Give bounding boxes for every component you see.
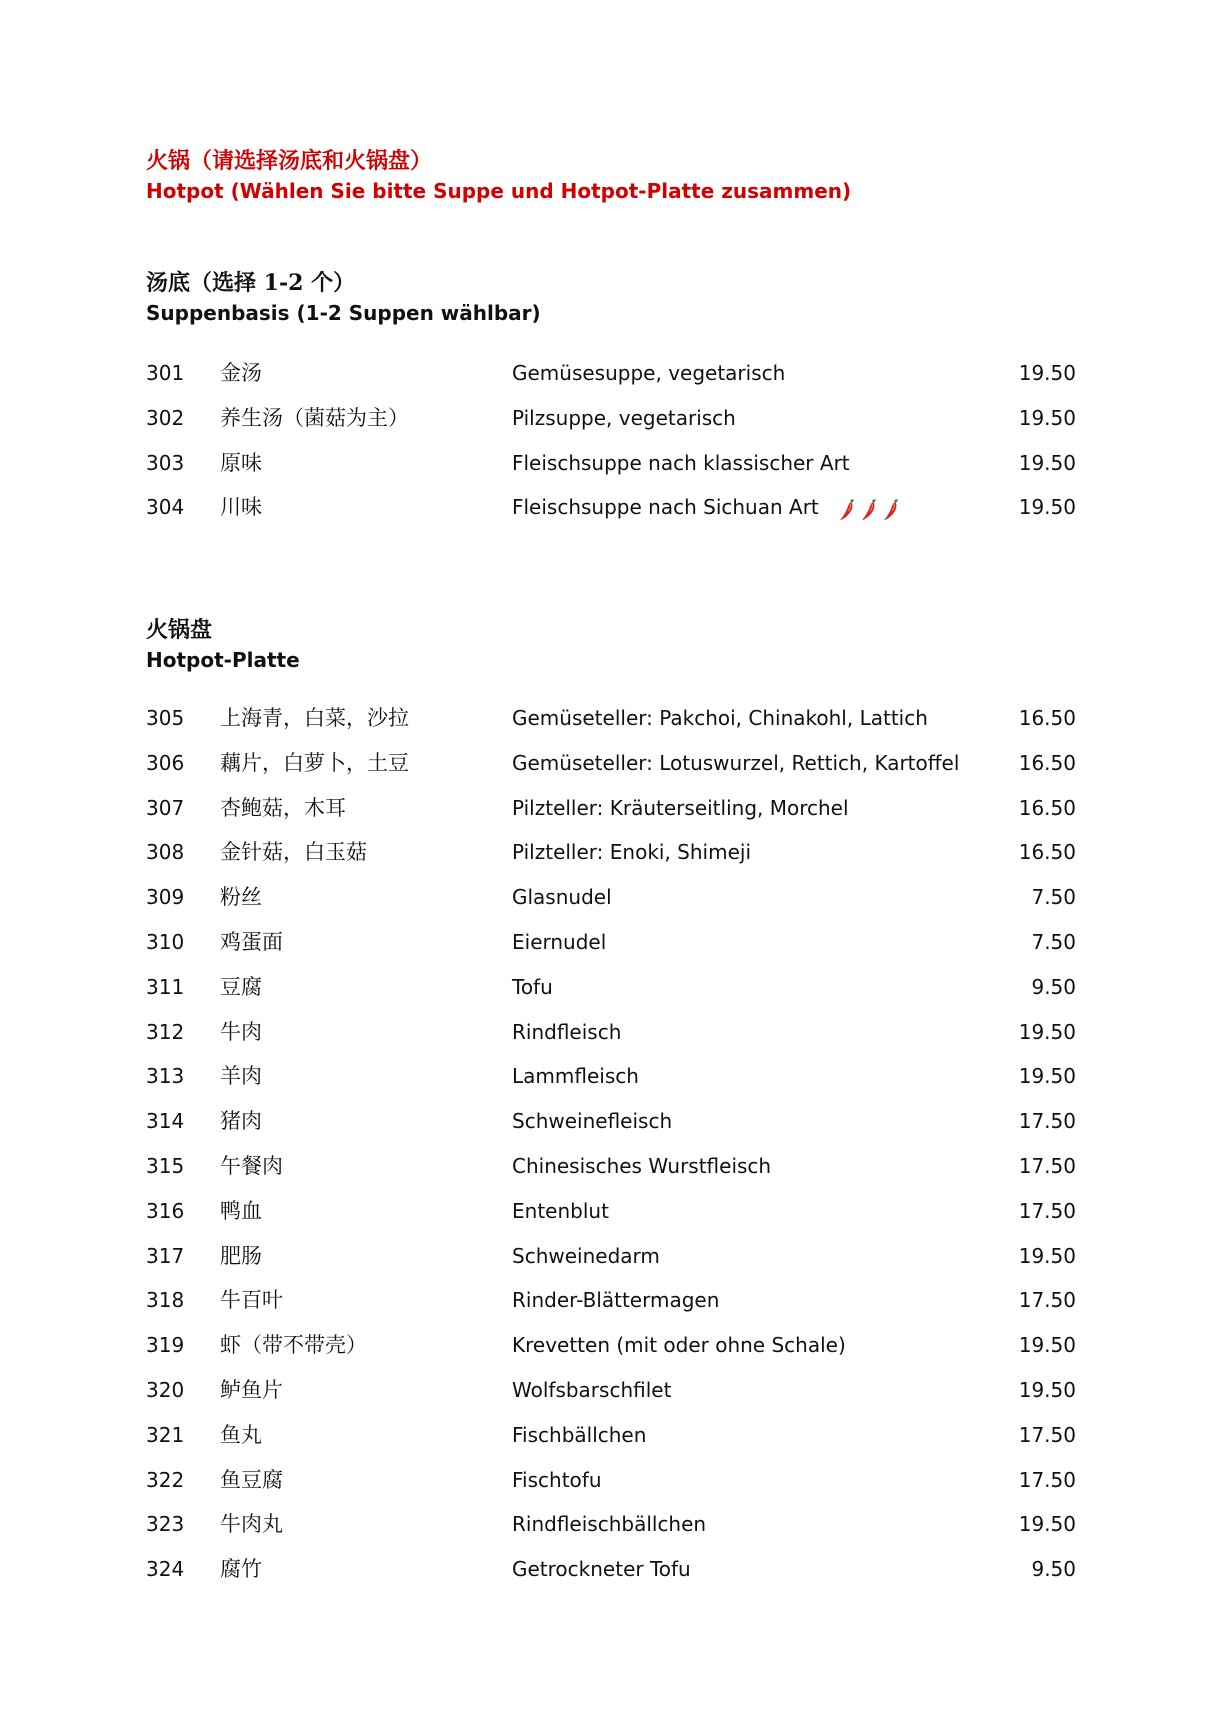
item-description-wrap: [512, 1509, 706, 1539]
plate-item-308: [146, 837, 1076, 882]
item-number: 319: [146, 1333, 185, 1358]
item-name-zh: 牛百叶: [220, 1288, 283, 1313]
item-name-zh: 养生汤（菌菇为主）: [220, 405, 409, 430]
plate-item-312: [146, 1017, 1076, 1062]
plate-item-324: [146, 1554, 1076, 1599]
item-name-zh: 原味: [220, 450, 262, 475]
item-number: 314: [146, 1109, 185, 1134]
item-name-zh: 杏鲍菇，木耳: [220, 795, 346, 820]
item-number: 305: [146, 706, 185, 730]
item-price: 19.50: [1018, 1377, 1076, 1402]
item-name-de: Fleischsuppe nach Sichuan Art: [512, 495, 819, 520]
item-description-wrap: [512, 1061, 639, 1091]
item-description-wrap: [512, 1241, 660, 1271]
item-number: 318: [146, 1288, 185, 1313]
item-price: 17.50: [1018, 1153, 1076, 1178]
item-price: 9.50: [1031, 974, 1076, 999]
plate-item-316: [146, 1196, 1076, 1241]
item-name-de: Chinesisches Wurstfleisch: [512, 1153, 772, 1178]
item-price: 17.50: [1018, 1422, 1076, 1447]
item-price: 19.50: [1018, 1064, 1076, 1089]
plate-item-313: [146, 1061, 1076, 1106]
soup-item-304: [146, 492, 1076, 537]
item-number: 316: [146, 1198, 185, 1223]
item-description-wrap: [512, 1554, 691, 1584]
item-name-zh: 金汤: [220, 361, 262, 385]
item-price: 16.50: [1018, 706, 1076, 730]
chili-pepper-icon: [859, 497, 881, 521]
item-number: 324: [146, 1557, 185, 1582]
item-price: 19.50: [1018, 495, 1076, 520]
item-name-de: Pilzsuppe, vegetarisch: [512, 405, 736, 430]
plate-item-311: [146, 972, 1076, 1017]
item-name-zh: 鱼豆腐: [220, 1467, 283, 1492]
item-description-wrap: [512, 972, 553, 1002]
item-name-zh: 鸭血: [220, 1198, 262, 1223]
menu-title-de: Hotpot (Wählen Sie bitte Suppe und Hotpot-Platte zusammen): [146, 179, 852, 203]
item-name-de: Wolfsbarschfilet: [512, 1377, 672, 1402]
item-name-de: Glasnudel: [512, 885, 612, 910]
item-name-zh: 鸡蛋面: [220, 929, 283, 954]
item-price: 9.50: [1031, 1557, 1076, 1582]
plate-item-319: [146, 1330, 1076, 1375]
item-description-wrap: [512, 927, 606, 957]
item-price: 16.50: [1018, 795, 1076, 820]
item-description-wrap: [512, 882, 612, 912]
item-number: 303: [146, 450, 185, 475]
item-name-de: Entenblut: [512, 1198, 609, 1223]
item-name-de: Eiernudel: [512, 929, 607, 954]
item-description-wrap: [512, 748, 959, 778]
item-price: 16.50: [1018, 750, 1076, 775]
item-number: 313: [146, 1064, 185, 1089]
item-price: 19.50: [1018, 361, 1076, 385]
plate-item-309: [146, 882, 1076, 927]
item-description-wrap: [512, 1420, 646, 1450]
item-description-wrap: [512, 1330, 846, 1360]
item-name-de: Schweinedarm: [512, 1243, 660, 1268]
item-name-de: Rindfleischbällchen: [512, 1512, 707, 1537]
plate-list: [146, 703, 1076, 1599]
plate-section-title-zh: 火锅盘: [146, 617, 213, 643]
item-name-de: Schweinefleisch: [512, 1109, 673, 1134]
plate-item-321: [146, 1420, 1076, 1465]
plate-section-title-de: Hotpot-Platte: [146, 648, 300, 672]
soup-item-302: [146, 403, 1076, 448]
item-price: 16.50: [1018, 840, 1076, 865]
chili-pepper-icon: [881, 497, 903, 521]
item-name-zh: 粉丝: [220, 885, 262, 910]
item-name-de: Fischbällchen: [512, 1422, 647, 1447]
item-description-wrap: [512, 1017, 621, 1047]
item-description-wrap: [512, 1151, 771, 1181]
item-price: 19.50: [1018, 1243, 1076, 1268]
item-description-wrap: [512, 703, 928, 733]
item-description-wrap: [512, 837, 751, 867]
plate-item-320: [146, 1375, 1076, 1420]
item-price: 19.50: [1018, 1512, 1076, 1537]
item-name-zh: 鱼丸: [220, 1422, 262, 1447]
chili-pepper-icon: [837, 497, 859, 521]
item-name-zh: 鲈鱼片: [220, 1377, 283, 1402]
item-description-wrap: [512, 1196, 609, 1226]
item-name-de: Gemüseteller: Pakchoi, Chinakohl, Lattich: [512, 706, 928, 730]
plate-item-315: [146, 1151, 1076, 1196]
soup-section-title-de: Suppenbasis (1-2 Suppen wählbar): [146, 301, 541, 325]
item-number: 306: [146, 750, 185, 775]
item-number: 321: [146, 1422, 185, 1447]
item-price: 19.50: [1018, 450, 1076, 475]
item-name-zh: 豆腐: [220, 974, 262, 999]
plate-item-323: [146, 1509, 1076, 1554]
item-number: 304: [146, 495, 185, 520]
item-price: 17.50: [1018, 1288, 1076, 1313]
item-name-de: Krevetten (mit oder ohne Schale): [512, 1333, 846, 1358]
item-number: 310: [146, 929, 185, 954]
item-description-wrap: [512, 1375, 671, 1405]
plate-item-318: [146, 1285, 1076, 1330]
item-description-wrap: [512, 448, 850, 478]
plate-item-317: [146, 1241, 1076, 1286]
menu-title-zh: 火锅（请选择汤底和火锅盘）: [146, 148, 433, 174]
item-name-zh: 羊肉: [220, 1064, 262, 1089]
item-name-de: Rindfleisch: [512, 1019, 622, 1044]
item-price: 17.50: [1018, 1198, 1076, 1223]
item-price: 19.50: [1018, 405, 1076, 430]
item-name-de: Gemüsesuppe, vegetarisch: [512, 361, 786, 385]
item-number: 317: [146, 1243, 185, 1268]
item-description-wrap: [512, 358, 785, 388]
item-number: 323: [146, 1512, 185, 1537]
item-name-de: Getrockneter Tofu: [512, 1557, 691, 1582]
item-name-de: Tofu: [512, 974, 553, 999]
spicy-level: [837, 494, 903, 524]
item-name-zh: 猪肉: [220, 1109, 262, 1134]
item-name-zh: 金针菇，白玉菇: [220, 840, 367, 865]
item-name-zh: 虾（带不带壳）: [220, 1333, 367, 1358]
item-name-de: Gemüseteller: Lotuswurzel, Rettich, Kartoffel: [512, 750, 960, 775]
plate-item-314: [146, 1106, 1076, 1151]
item-name-de: Rinder-Blättermagen: [512, 1288, 720, 1313]
menu-title: [146, 146, 851, 206]
soup-section-heading: [146, 268, 541, 328]
item-price: 7.50: [1031, 885, 1076, 910]
item-name-zh: 川味: [220, 495, 262, 520]
item-price: 7.50: [1031, 929, 1076, 954]
plate-item-305: [146, 703, 1076, 748]
item-number: 307: [146, 795, 185, 820]
item-name-de: Pilzteller: Kräuterseitling, Morchel: [512, 795, 849, 820]
item-description-wrap: [512, 403, 736, 433]
item-name-zh: 牛肉: [220, 1019, 262, 1044]
item-number: 311: [146, 974, 185, 999]
item-name-zh: 上海青，白菜，沙拉: [220, 706, 409, 730]
plate-section-heading: [146, 615, 300, 675]
item-name-de: Fleischsuppe nach klassischer Art: [512, 450, 850, 475]
item-number: 301: [146, 361, 185, 385]
plate-item-310: [146, 927, 1076, 972]
item-number: 312: [146, 1019, 185, 1044]
item-number: 322: [146, 1467, 185, 1492]
plate-item-306: [146, 748, 1076, 793]
plate-item-322: [146, 1465, 1076, 1510]
item-name-zh: 腐竹: [220, 1557, 262, 1582]
item-name-zh: 午餐肉: [220, 1153, 283, 1178]
item-price: 17.50: [1018, 1467, 1076, 1492]
item-price: 19.50: [1018, 1019, 1076, 1044]
item-name-de: Lammfleisch: [512, 1064, 639, 1089]
item-price: 19.50: [1018, 1333, 1076, 1358]
soup-section-title-zh: 汤底（选择 1-2 个）: [146, 270, 356, 296]
item-number: 315: [146, 1153, 185, 1178]
item-description-wrap: [512, 1465, 602, 1495]
item-name-zh: 藕片，白萝卜，土豆: [220, 750, 409, 775]
item-description-wrap: [512, 492, 903, 524]
item-name-zh: 肥肠: [220, 1243, 262, 1268]
item-name-de: Pilzteller: Enoki, Shimeji: [512, 840, 751, 865]
item-description-wrap: [512, 793, 849, 823]
item-number: 309: [146, 885, 185, 910]
soup-item-303: [146, 448, 1076, 493]
item-number: 308: [146, 840, 185, 865]
item-name-zh: 牛肉丸: [220, 1512, 283, 1537]
item-name-de: Fischtofu: [512, 1467, 602, 1492]
item-description-wrap: [512, 1285, 719, 1315]
item-number: 320: [146, 1377, 185, 1402]
soup-item-301: [146, 358, 1076, 403]
plate-item-307: [146, 793, 1076, 838]
item-price: 17.50: [1018, 1109, 1076, 1134]
soup-list: [146, 358, 1076, 537]
item-number: 302: [146, 405, 185, 430]
item-description-wrap: [512, 1106, 672, 1136]
